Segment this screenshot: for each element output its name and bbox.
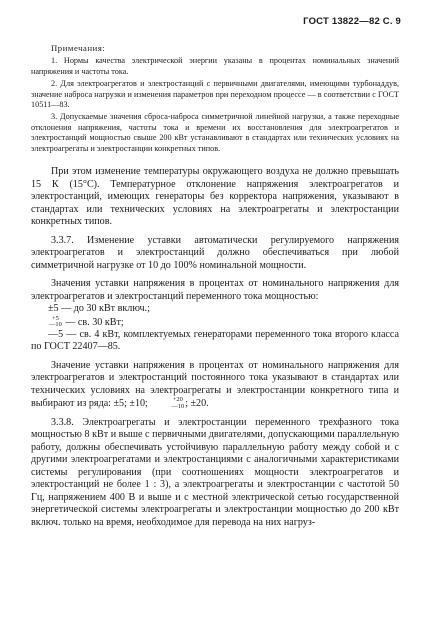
note-item-2: 2. Для электроагрегатов и электростанций с первичными двигателями, имеющими турбонаддув, значение наброса нагрузки и изменения параметров при переходном процессе — в соответствии с ГОСТ 10511—83. <box>31 79 399 110</box>
tolerance-line-3: —5 — св. 4 кВт, комплектуемых генераторами переменного тока второго класса по ГОСТ 22407—85. <box>31 328 399 353</box>
main-text <box>31 166 399 529</box>
page-header: ГОСТ 13822—82 С. 9 <box>303 16 401 27</box>
note-item-1: 1. Нормы качества электрической энергии указаны в процентах номинальных значений напряжения и частоты тока. <box>31 56 399 76</box>
paragraph-3-3-7: 3.3.7. Изменение уставки автоматически регулируемого напряжения электроагрегатов и электростанций должно обеспечиваться при любой симметричной нагрузке от 10 до 100% номинальной мощности. <box>31 234 399 271</box>
paragraph-setpoint-ac: Значения уставки напряжения в процентах от номинального напряжения для электроагрегатов и электростанций переменного тока мощностью: <box>31 278 399 302</box>
paragraph-setpoint-dc <box>31 360 399 411</box>
series-fraction <box>151 397 184 410</box>
tolerance-line-2 <box>31 316 399 329</box>
notes-block <box>31 43 399 154</box>
paragraph-3-3-8: 3.3.8. Электроагрегаты и электростанции переменного трехфазного тока мощностью 8 кВт и выше с первичными двигателями, допускающими параллельную работу, должны обеспечивать устойчивую параллельную работу между собой и с другими электроагрегатами и электростанциями с аналогичными характеристиками системы регулирования (при соотношениях мощности электроагрегатов и электростанций не более 1 : 3), а электроагрегаты и электростанции с частотой 50 Гц, напряжением 400 В и выше и с местной электрической сетью государственной энергетической системы электроагрегаты и электростанции мощностью до 200 кВт включ. только на время, необходимое для перевода на них нагруз- <box>31 416 399 528</box>
fraction-top: +5 <box>51 314 59 322</box>
paragraph-temperature: При этом изменение температуры окружающего воздуха не должно превышать 15 К (15°С). Температурное отклонение напряжения электроагрегатов и электростанций, имеющих генераторы без корректора напряжения, указывают в стандартах или технических условиях на электроагрегаты и электростанции конкретных типов. <box>31 166 399 227</box>
tolerance-fraction <box>49 316 62 329</box>
notes-title: Примечания: <box>51 43 106 53</box>
series-fraction-top: +20 <box>172 396 183 404</box>
series-fraction-bottom: —10 <box>171 403 185 410</box>
series-part-a: ряда: ±5; ±10; <box>88 398 148 410</box>
series-part-b: ; ±20. <box>185 398 209 410</box>
tolerance-line-2-text: — св. 30 кВт; <box>65 316 124 328</box>
fraction-bottom: —10 <box>49 321 62 329</box>
tolerance-line-1: ±5 — до 30 кВт включ.; <box>48 303 150 314</box>
note-item-3: 3. Допускаемые значения сброса-наброса симметричной линейной нагрузки, а также переходные отклонения напряжения, частоты тока и времени их восстановления для электроагрегатов и электростанций мощностью свыше 200 кВт устанавливают в стандартах или технических условиях на электроагрегаты и электростанции конкретных типов. <box>31 112 399 153</box>
paragraph-setpoint-dc-text: Значение уставки напряжения в процентах от номинального напряжения для электроагрегатов и электростанций постоянного тока указывают в стандартах или технических условиях на электроагрегаты и электростанции конкретного типа и выбирают из <box>31 359 399 410</box>
